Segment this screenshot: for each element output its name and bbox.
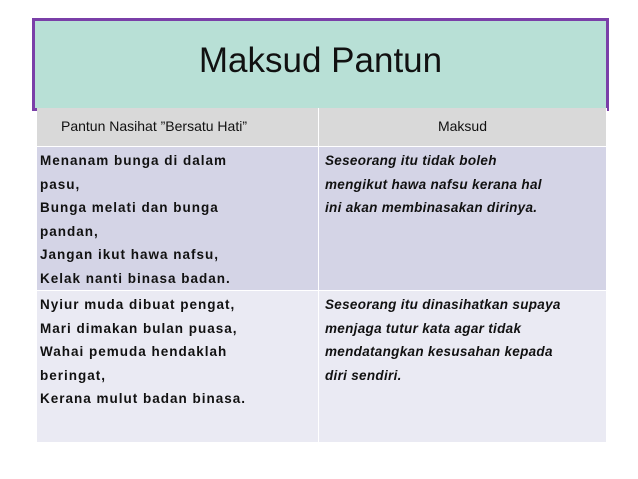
pantun-line: Menanam bunga di dalam <box>40 153 228 168</box>
table-row <box>37 147 607 291</box>
pantun-cell <box>37 291 319 443</box>
maksud-line: mengikut hawa nafsu kerana hal <box>325 176 542 192</box>
maksud-line: Seseorang itu dinasihatkan supaya <box>325 297 561 312</box>
pantun-line: Nyiur muda dibuat pengat, <box>40 297 236 312</box>
header-cell-maksud <box>319 108 607 147</box>
header-maksud-label: Maksud <box>437 118 488 134</box>
maksud-text <box>319 147 606 220</box>
pantun-line: pasu, <box>40 176 81 192</box>
header-pantun-label: Pantun Nasihat ”Bersatu Hati” <box>61 118 247 134</box>
maksud-line: menjaga tutur kata agar tidak <box>325 320 522 336</box>
pantun-table <box>37 108 607 443</box>
maksud-line: mendatangkan kesusahan kepada <box>325 344 553 359</box>
pantun-line: pandan, <box>40 223 99 239</box>
maksud-line: diri sendiri. <box>325 367 402 383</box>
pantun-text <box>37 291 318 411</box>
maksud-line: Seseorang itu tidak boleh <box>325 153 497 168</box>
title-box <box>32 18 609 111</box>
pantun-line: Mari dimakan bulan puasa, <box>40 320 238 336</box>
table-row <box>37 291 607 443</box>
table-header-row <box>37 108 607 147</box>
maksud-text <box>319 291 606 387</box>
pantun-line: Wahai pemuda hendaklah <box>40 344 228 359</box>
maksud-cell <box>319 291 607 443</box>
pantun-line: Kerana mulut badan binasa. <box>40 391 247 406</box>
slide-title: Maksud Pantun <box>198 41 443 80</box>
pantun-cell <box>37 147 319 291</box>
pantun-line: beringat, <box>40 367 107 383</box>
header-cell-pantun <box>37 108 319 147</box>
pantun-line: Jangan ikut hawa nafsu, <box>40 247 220 262</box>
maksud-cell <box>319 147 607 291</box>
maksud-line: ini akan membinasakan dirinya. <box>325 200 538 215</box>
pantun-line: Bunga melati dan bunga <box>40 200 219 215</box>
pantun-text <box>37 147 318 290</box>
pantun-line: Kelak nanti binasa badan. <box>40 270 231 286</box>
